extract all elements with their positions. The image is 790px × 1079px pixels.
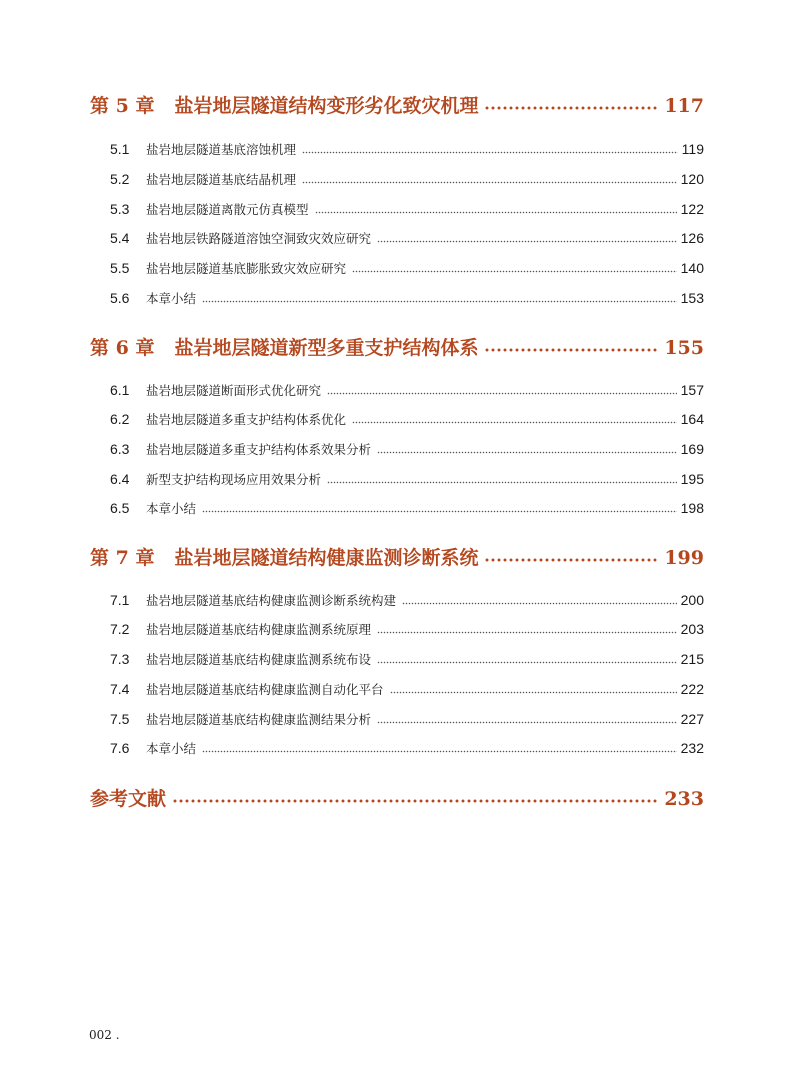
section-page-number: 164 <box>680 411 704 427</box>
section-page-number: 153 <box>680 290 704 306</box>
section-title: 盐岩地层隧道多重支护结构体系优化 <box>146 412 347 427</box>
dot-leader <box>484 558 658 562</box>
section-title: 本章小结 <box>146 741 197 756</box>
chapter-page-number: 155 <box>664 337 704 359</box>
chapter-page-number: 117 <box>664 95 704 117</box>
toc-entry[interactable] <box>110 650 704 670</box>
dot-leader <box>302 181 677 184</box>
section-title: 盐岩地层隧道基底结晶机理 <box>146 172 297 187</box>
section-title: 盐岩地层隧道基底结构健康监测诊断系统构建 <box>146 593 397 608</box>
section-number: 6.2 <box>110 411 130 427</box>
chapter-title: 盐岩地层隧道结构健康监测诊断系统 <box>174 547 479 569</box>
toc-entry[interactable] <box>110 710 704 730</box>
section-page-number: 222 <box>680 681 704 697</box>
toc-entry[interactable] <box>110 229 704 249</box>
section-title: 盐岩地层隧道基底结构健康监测系统原理 <box>146 622 372 637</box>
dot-leader <box>202 750 677 753</box>
section-title: 盐岩地层隧道基底结构健康监测自动化平台 <box>146 682 384 697</box>
section-title: 盐岩地层隧道断面形式优化研究 <box>146 383 322 398</box>
section-title: 盐岩地层隧道基底膨胀致灾效应研究 <box>146 261 347 276</box>
section-title: 本章小结 <box>146 291 197 306</box>
section-number: 7.1 <box>110 592 130 608</box>
section-page-number: 198 <box>680 500 704 516</box>
section-number: 5.3 <box>110 201 130 217</box>
dot-leader <box>377 240 677 243</box>
section-page-number: 120 <box>680 171 704 187</box>
toc-entry[interactable] <box>110 470 704 490</box>
section-page-number: 126 <box>680 230 704 246</box>
dot-leader <box>315 211 677 214</box>
dot-leader <box>302 151 678 154</box>
chapter-title: 盐岩地层隧道新型多重支护结构体系 <box>174 337 479 359</box>
chapter-7-heading[interactable] <box>90 543 704 573</box>
toc-entry[interactable] <box>110 170 704 190</box>
section-page-number: 232 <box>680 740 704 756</box>
dot-leader <box>377 451 677 454</box>
section-page-number: 140 <box>680 260 704 276</box>
section-number: 6.1 <box>110 382 130 398</box>
section-page-number: 203 <box>680 621 704 637</box>
section-number: 6.4 <box>110 471 130 487</box>
section-page-number: 119 <box>681 141 704 157</box>
section-number: 5.1 <box>110 141 130 157</box>
toc-entry[interactable] <box>110 381 704 401</box>
chapter-number: 第 7 章 <box>90 547 155 569</box>
dot-leader <box>402 602 677 605</box>
toc-entry[interactable] <box>110 591 704 611</box>
section-title: 盐岩地层隧道基底溶蚀机理 <box>146 142 297 157</box>
dot-leader <box>377 721 677 724</box>
section-number: 7.3 <box>110 651 130 667</box>
dot-leader <box>172 799 658 803</box>
section-number: 5.6 <box>110 290 130 306</box>
section-title: 新型支护结构现场应用效果分析 <box>146 472 322 487</box>
toc-entry[interactable] <box>110 410 704 430</box>
dot-leader <box>202 300 677 303</box>
section-title: 盐岩地层铁路隧道溶蚀空洞致灾效应研究 <box>146 231 372 246</box>
toc-entry[interactable] <box>110 739 704 759</box>
section-page-number: 215 <box>680 651 704 667</box>
toc-entry[interactable] <box>110 289 704 309</box>
chapter-number: 第 6 章 <box>90 337 155 359</box>
section-number: 7.2 <box>110 621 130 637</box>
chapter-page-number: 199 <box>664 547 704 569</box>
section-number: 7.4 <box>110 681 130 697</box>
dot-leader <box>377 661 677 664</box>
section-title: 盐岩地层隧道离散元仿真模型 <box>146 202 309 217</box>
references-title: 参考文献 <box>90 788 167 810</box>
section-page-number: 200 <box>680 592 704 608</box>
chapter-5-heading[interactable] <box>90 91 704 121</box>
section-number: 7.5 <box>110 711 130 727</box>
references-page-number: 233 <box>664 788 704 810</box>
toc-entry[interactable] <box>110 620 704 640</box>
toc-entry[interactable] <box>110 440 704 460</box>
section-page-number: 195 <box>680 471 704 487</box>
dot-leader <box>377 631 677 634</box>
section-number: 5.4 <box>110 230 130 246</box>
section-number: 6.3 <box>110 441 130 457</box>
dot-leader <box>327 481 677 484</box>
section-title: 盐岩地层隧道基底结构健康监测结果分析 <box>146 712 372 727</box>
toc-entry[interactable] <box>110 499 704 519</box>
chapter-title: 盐岩地层隧道结构变形劣化致灾机理 <box>174 95 479 117</box>
section-page-number: 157 <box>680 382 704 398</box>
section-number: 5.5 <box>110 260 130 276</box>
chapter-6-heading[interactable] <box>90 333 704 363</box>
section-title: 盐岩地层隧道基底结构健康监测系统布设 <box>146 652 372 667</box>
section-number: 6.5 <box>110 500 130 516</box>
dot-leader <box>390 691 677 694</box>
toc-entry[interactable] <box>110 259 704 279</box>
dot-leader <box>202 510 677 513</box>
section-page-number: 122 <box>680 201 704 217</box>
section-number: 5.2 <box>110 171 130 187</box>
dot-leader <box>327 392 677 395</box>
section-number: 7.6 <box>110 740 130 756</box>
dot-leader <box>484 106 658 110</box>
dot-leader <box>484 348 658 352</box>
section-page-number: 227 <box>680 711 704 727</box>
toc-entry[interactable] <box>110 200 704 220</box>
references-heading[interactable] <box>90 784 704 814</box>
section-title: 本章小结 <box>146 501 197 516</box>
chapter-number: 第 5 章 <box>90 95 155 117</box>
dot-leader <box>352 270 677 273</box>
toc-entry[interactable] <box>110 140 704 160</box>
dot-leader <box>352 421 677 424</box>
section-page-number: 169 <box>680 441 704 457</box>
toc-entry[interactable] <box>110 680 704 700</box>
section-title: 盐岩地层隧道多重支护结构体系效果分析 <box>146 442 372 457</box>
page-folio: 002 . <box>89 1028 120 1042</box>
